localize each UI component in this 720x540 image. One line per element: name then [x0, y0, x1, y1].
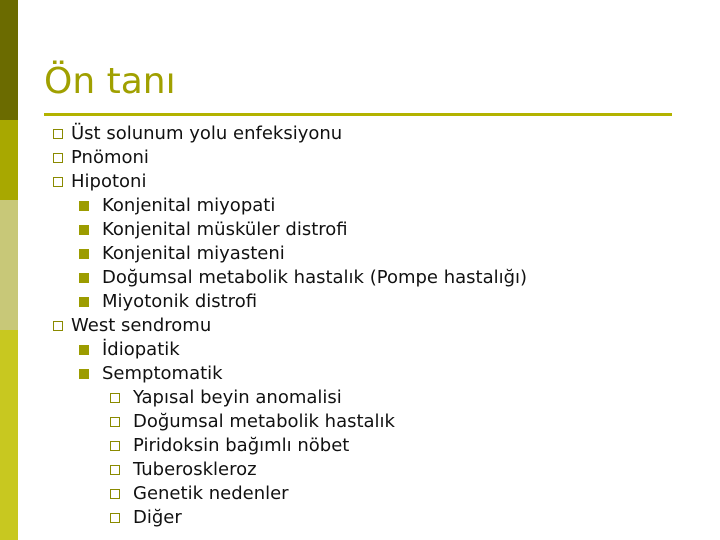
list-item-text: Üst solunum yolu enfeksiyonu — [71, 123, 343, 144]
sub-sub-list-item — [0, 482, 700, 506]
sub-list-item — [0, 218, 700, 242]
list-item-text: Pnömoni — [71, 147, 149, 168]
filled-square-bullet-icon — [79, 249, 89, 259]
hollow-square-bullet-icon — [110, 393, 120, 403]
sub-sub-list-item-text: Diğer — [133, 507, 182, 528]
sub-sub-list-item — [0, 386, 700, 410]
sub-sub-list-item — [0, 434, 700, 458]
sub-list-item-text: Doğumsal metabolik hastalık (Pompe hastalığı) — [102, 267, 528, 288]
filled-square-bullet-icon — [79, 201, 89, 211]
filled-square-bullet-icon — [79, 369, 89, 379]
sub-list-item — [0, 362, 700, 386]
slide-title: Ön tanı — [44, 61, 176, 102]
filled-square-bullet-icon — [79, 225, 89, 235]
hollow-square-bullet-icon — [110, 513, 120, 523]
sub-list-item-text: Konjenital miyopati — [102, 195, 276, 216]
list-item — [0, 314, 700, 338]
sub-sub-list-item-text: Doğumsal metabolik hastalık — [133, 411, 395, 432]
sub-sub-list-item — [0, 458, 700, 482]
side-strip-dark — [0, 0, 18, 120]
sub-sub-list-item-text: Tuberoskleroz — [133, 459, 257, 480]
hollow-square-bullet-icon — [53, 153, 63, 163]
sub-sub-list-item-text: Yapısal beyin anomalisi — [133, 387, 342, 408]
list-item — [0, 122, 700, 146]
hollow-square-bullet-icon — [110, 489, 120, 499]
sub-list-item-text: Semptomatik — [102, 363, 223, 384]
sub-list-item — [0, 290, 700, 314]
filled-square-bullet-icon — [79, 273, 89, 283]
sub-sub-list-item — [0, 506, 700, 530]
list-item-text: West sendromu — [71, 315, 212, 336]
sub-list-item — [0, 242, 700, 266]
hollow-square-bullet-icon — [53, 129, 63, 139]
hollow-square-bullet-icon — [110, 465, 120, 475]
sub-sub-list-item-text: Piridoksin bağımlı nöbet — [133, 435, 350, 456]
hollow-square-bullet-icon — [53, 321, 63, 331]
sub-list-item-text: Konjenital müsküler distrofi — [102, 219, 348, 240]
filled-square-bullet-icon — [79, 345, 89, 355]
sub-list-item — [0, 266, 700, 290]
sub-list-item — [0, 338, 700, 362]
hollow-square-bullet-icon — [110, 441, 120, 451]
list-item — [0, 170, 700, 194]
sub-sub-list-item-text: Genetik nedenler — [133, 483, 289, 504]
sub-list-item-text: Konjenital miyasteni — [102, 243, 285, 264]
sub-sub-list-item — [0, 410, 700, 434]
list-item — [0, 146, 700, 170]
hollow-square-bullet-icon — [110, 417, 120, 427]
sub-list-item-text: Miyotonik distrofi — [102, 291, 258, 312]
sub-list-item — [0, 194, 700, 218]
bullet-list — [0, 122, 700, 530]
hollow-square-bullet-icon — [53, 177, 63, 187]
list-item-text: Hipotoni — [71, 171, 147, 192]
sub-list-item-text: İdiopatik — [102, 339, 180, 360]
title-divider — [44, 113, 672, 116]
filled-square-bullet-icon — [79, 297, 89, 307]
